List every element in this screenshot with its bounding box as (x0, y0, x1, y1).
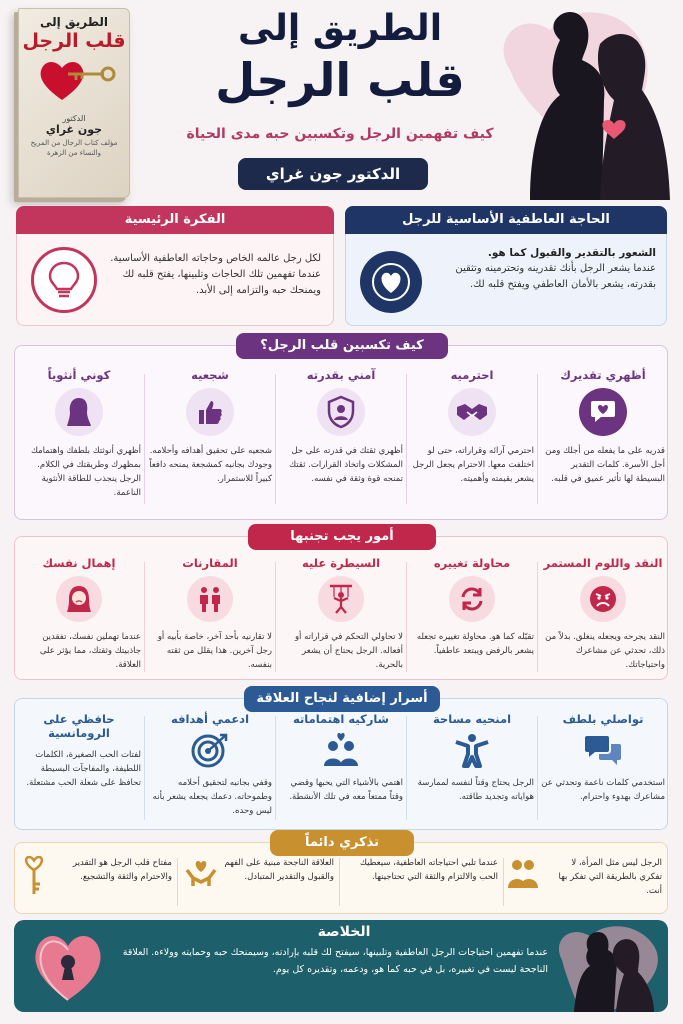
secret-item-space (407, 712, 537, 804)
secret-item-title: شاركيه اهتماماته (293, 712, 389, 726)
hands-heart-icon (184, 856, 218, 890)
title-line1: الطريق إلى (237, 8, 443, 49)
heart-bubble-icon (579, 388, 627, 436)
win-item-text: شجعيه على تحقيق أهدافه وأحلامه. وجودك بجانبه كمشجعة يمنحه دافعاً كبيراً للاستمرار. (149, 446, 272, 484)
win-item-encourage (145, 368, 275, 486)
avoid-item-comparison (145, 556, 275, 672)
heart-keyhole-icon (28, 926, 108, 1006)
heart-key-icon (20, 856, 48, 896)
win-item-feminine (14, 368, 144, 500)
remember-item-text: مفتاح قلب الرجل هو التقدير والاحترام والثقة والتشجيع. (72, 858, 172, 882)
remember-item (506, 856, 662, 898)
page-subtitle: كيف تفهمين الرجل وتكسبين حبه مدى الحياة (186, 126, 494, 142)
avoid-item-text: النقد يجرحه ويجعله ينغلق. بدلاً من ذلك، تحدثي عن مشاعرك واحتياجاتك. (545, 632, 665, 670)
need-box-lead: الشعور بالتقدير والقبول كما هو. (487, 247, 656, 259)
avoid-item-text: عندما تهملين نفسك، تفقدين جاذبيتك وثقتك، مما يؤثر على العلاقة. (39, 632, 141, 670)
secret-item-title: امنحيه مساحة (432, 712, 512, 726)
conclusion-title: الخلاصة (317, 924, 371, 940)
lightbulb-icon (31, 247, 97, 313)
book-author-name: جون غراي (45, 123, 103, 136)
book-title-line2: قلب الرجل (22, 30, 126, 52)
need-box (345, 206, 667, 326)
author-badge: الدكتور جون غراي (238, 158, 428, 190)
sad-woman-icon (56, 576, 102, 622)
book-author-subtitle: مؤلف كتاب الرجال من المريخ والنساء من الزهرة (30, 139, 118, 157)
people-heart-icon (321, 732, 361, 768)
secret-item-romance (14, 712, 144, 790)
handshake-icon (448, 388, 496, 436)
remember-item (184, 856, 334, 890)
book-cover (18, 8, 130, 198)
puppet-strings-icon (318, 576, 364, 622)
avoid-item-neglect (14, 556, 144, 672)
conclusion-section (14, 920, 668, 1012)
avoid-item-title: إهمال نفسك (42, 556, 116, 570)
idea-box-title: الفكرة الرئيسية (16, 206, 334, 234)
secret-item-communicate (538, 712, 668, 804)
win-item-title: احترميه (450, 368, 494, 382)
heart-key-icon (32, 54, 116, 104)
need-box-text: عندما يشعر الرجل بأنك تقدرينه وتحترمينه وتثقين بقدرته، يشعر بالأمان العاطفي ويفتح قلبه لك. (455, 263, 656, 290)
angry-face-icon (580, 576, 626, 622)
remember-item-text: الرجل ليس مثل المرأة، لا تفكري بالطريقة التي تفكر بها أنت. (558, 858, 662, 896)
two-men-icon (187, 576, 233, 622)
win-item-text: أظهري ثقتك في قدرته على حل المشكلات واتخاذ القرارات. ثقتك تمنحه قوة وثقة في نفسه. (289, 446, 403, 484)
free-man-icon (452, 732, 492, 768)
avoid-item-control (276, 556, 406, 672)
avoid-item-title: محاولة تغييره (433, 556, 511, 570)
avoid-item-criticism (538, 556, 668, 672)
page-title (150, 6, 530, 108)
avoid-item-text: لا تقارنيه بأحد آخر، خاصة بأبيه أو رجل آخرين. هذا يقلل من ثقته بنفسه. (157, 632, 272, 670)
remember-item (20, 856, 172, 896)
remember-item (342, 856, 498, 884)
win-item-appreciation (538, 368, 668, 486)
shield-person-icon (317, 388, 365, 436)
woman-profile-icon (55, 388, 103, 436)
avoid-item-title: المقارنات (182, 556, 238, 570)
need-box-title: الحاجة العاطفية الأساسية للرجل (345, 206, 667, 234)
chat-bubbles-icon (583, 732, 623, 768)
win-item-title: أظهري تقديرك (560, 368, 646, 382)
secret-item-support (145, 712, 275, 818)
secret-item-title: تواصلي بلطف (562, 712, 644, 726)
couple-silhouette-icon (490, 0, 683, 200)
win-item-text: أظهري أنوثتك بلطفك واهتمامك بمظهرك وطريقتك في الكلام. الرجل ينجذب للطاقة الأنثوية الناعمة. (30, 446, 141, 498)
title-line2: قلب الرجل (215, 53, 465, 107)
book-title-line1: الطريق إلى (39, 15, 109, 29)
secret-item-text: لفتات الحب الصغيرة، الكلمات اللطيفة، والمفاجآت البسيطة تحافظ على شعلة الحب مشتعلة. (26, 750, 141, 788)
idea-box-text: لكل رجل عالمه الخاص وحاجاته العاطفية الأساسية. عندما تفهمين تلك الحاجات وتلبينها، يفتح قلبه لك ويمنحك حبه والتزامه إلى الأبد. (110, 253, 321, 296)
avoid-item-change (407, 556, 537, 658)
avoid-section-title: أمور يجب تجنبها (248, 524, 436, 550)
avoid-item-text: تقبّله كما هو. محاولة تغييره تجعله يشعر بالرفض ويبتعد عاطفياً. (416, 632, 534, 656)
win-item-believe (276, 368, 406, 486)
secret-item-text: اهتمي بالأشياء التي يحبها وقضي وقتاً ممتعاً معه في تلك الأنشطة. (289, 778, 403, 802)
remember-item-text: عندما تلبي احتياجاته العاطفية، سيعطيك الحب والالتزام والثقة التي تحتاجينها. (359, 858, 498, 882)
idea-box (16, 206, 334, 326)
secrets-section-title: أسرار إضافية لنجاح العلاقة (244, 686, 440, 712)
win-section-title: كيف تكسبين قلب الرجل؟ (236, 333, 448, 359)
secret-item-text: وقفي بجانبه لتحقيق أحلامه وطموحاته. دعمك يجعله يشعر بأنه ليس وحده. (152, 778, 272, 816)
couple-silhouette-icon (550, 920, 668, 1012)
win-item-title: آمني بقدرته (306, 368, 376, 382)
secret-item-title: حافظي على الرومانسية (43, 712, 115, 740)
avoid-item-title: النقد واللوم المستمر (543, 556, 663, 570)
win-item-title: شجعيه (191, 368, 229, 382)
secret-item-title: ادعمي أهدافه (170, 712, 250, 726)
avoid-item-text: لا تحاولي التحكم في قراراته أو أفعاله. الرجل يحتاج أن يشعر بالحرية. (294, 632, 403, 670)
book-author-label: الدكتور (62, 114, 86, 123)
win-item-respect (407, 368, 537, 486)
target-icon (190, 732, 230, 768)
win-item-text: احترمي آرائه وقراراته، حتى لو اختلفت معها. الاحترام يجعل الرجل يشعر بقيمته وأهميته. (412, 446, 534, 484)
thumbs-up-icon (186, 388, 234, 436)
conclusion-text: عندما تفهمين احتياجات الرجل العاطفية وتلبينها، سيفتح لك قلبه بإرادته، وسيمنحك حبه وحمايته وولاءه. العلاقة الناجحة ليست في تغييره، بل في حبه كما هو، ودعمه، وتقديره كل يوم. (122, 947, 548, 975)
secret-item-share (276, 712, 406, 804)
heart-icon (360, 251, 422, 313)
refresh-icon (449, 576, 495, 622)
secret-item-text: استخدمي كلمات ناعمة وتحدثي عن مشاعرك بهدوء واحترام. (541, 778, 665, 802)
remember-item-text: العلاقة الناجحة مبنية على الفهم والقبول والتقدير المتبادل. (224, 858, 334, 882)
win-item-text: قدريه على ما يفعله من أجلك ومن أجل الأسرة. كلمات التقدير البسيطة لها تأثير عميق في قلبه. (545, 446, 665, 484)
remember-section-title: تذكري دائماً (270, 830, 414, 856)
win-item-title: كوني أنثوياً (47, 368, 111, 382)
couple-heart-icon (506, 856, 540, 890)
avoid-item-title: السيطرة عليه (301, 556, 381, 570)
secret-item-text: الرجل يحتاج وقتاً لنفسه لممارسة هواياته وتجديد طاقته. (417, 778, 534, 802)
